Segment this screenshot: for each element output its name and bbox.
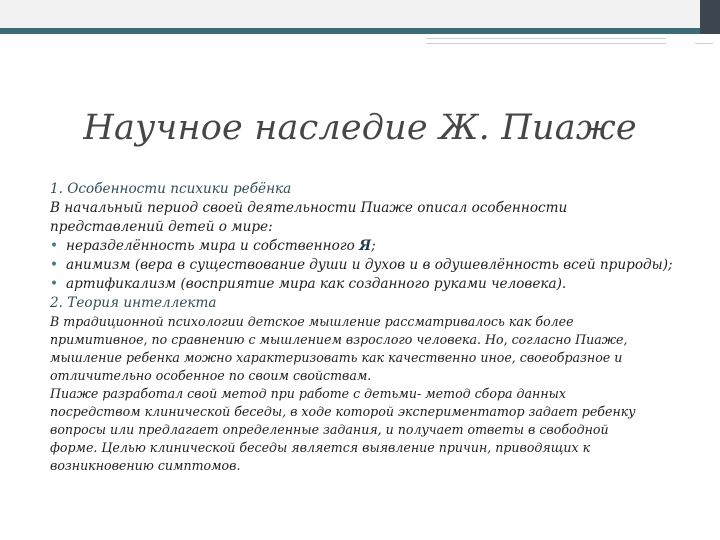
paragraph-line: мышление ребенка можно характеризовать как качественно иное, своеобразное и (50, 350, 623, 365)
paragraph-line: примитивное, по сравнению с мышлением взрослого человека. Но, согласно Пиаже, (50, 332, 628, 347)
decorative-line (695, 43, 713, 44)
bullet-icon: • (50, 257, 59, 273)
list-item-text: артификализм (восприятие мира как созданного руками человека). (66, 276, 567, 292)
section-heading-intelligence: 2. Теория интеллекта (50, 295, 217, 311)
paragraph-line: отличительно особенное по своим свойствам. (50, 368, 372, 383)
list-item (50, 256, 675, 275)
top-right-block (700, 0, 720, 34)
decorative-line (426, 38, 666, 39)
intro-line: В начальный период своей деятельности Пиаже описал особенности (50, 200, 568, 216)
list-item (50, 275, 675, 294)
paragraph-line: посредством клинической беседы, в ходе которой экспериментатор задает ребенку (50, 404, 636, 419)
top-band (0, 0, 700, 29)
top-accent-stripe (0, 28, 720, 34)
paragraph-line: форме. Целью клинической беседы является выявление причин, приводящих к (50, 440, 591, 455)
list-item-text-part: неразделённость мира и собственного (66, 238, 360, 254)
paragraph-line: возникновению симптомов. (50, 458, 241, 473)
paragraph-line: вопросы или предлагает определенные задания, и получает ответы в свободной (50, 422, 609, 437)
bullet-icon: • (50, 276, 59, 292)
self-emphasis: Я (359, 238, 372, 254)
paragraph-line: В традиционной психологии детское мышление рассматривалось как более (50, 314, 574, 329)
section-heading-psychology: 1. Особенности психики ребёнка (50, 181, 292, 197)
slide-title: Научное наследие Ж. Пиаже (83, 108, 637, 148)
bullet-icon: • (50, 238, 59, 254)
slide-content (50, 180, 675, 475)
list-item-text-part: ; (371, 238, 376, 254)
list-item-text (66, 237, 675, 256)
decorative-line (426, 43, 666, 44)
list-item-text: анимизм (вера в существование души и духов и в одушевлённость всей природы); (66, 257, 673, 273)
list-item (50, 237, 675, 256)
paragraph-line: Пиаже разработал свой метод при работе с детьми- метод сбора данных (50, 386, 566, 401)
intro-line: представлений детей о мире: (50, 219, 273, 235)
